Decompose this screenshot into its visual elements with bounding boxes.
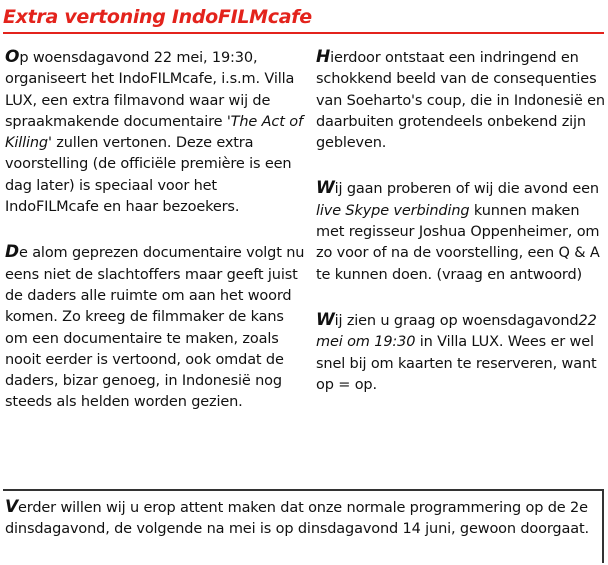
title-underline	[3, 32, 604, 34]
paragraph-text: ij zien u graag op woensdagavond	[334, 312, 579, 329]
paragraph-text: in Villa LUX. Wees er wel snel bij om kaarten te reserveren, want op = op.	[316, 334, 597, 393]
right-column	[316, 47, 606, 420]
paragraph-text: zullen vertonen. Deze extra voorstelling (de officiële première is een dag later) is speciaal voor het IndoFILMcafe en haar bezoekers.	[5, 135, 292, 216]
paragraph-text: p woensdagavond 22 mei, 19:30, organiseert het IndoFILMcafe, i.s.m. Villa LUX, een extra filmavond waar wij de spraakmakende documentaire	[5, 50, 295, 130]
left-column	[5, 47, 305, 438]
drop-initial: O	[5, 47, 20, 67]
invitation-paragraph	[316, 310, 606, 396]
drop-initial: W	[316, 178, 335, 199]
drop-initial: H	[316, 47, 331, 67]
page-title: Extra vertoning IndoFILMcafe	[3, 6, 312, 28]
drop-initial: W	[316, 309, 335, 330]
emphasis-text: live Skype verbinding	[316, 202, 470, 219]
paragraph-text: e alom geprezen documentaire volgt nu eens niet de slachtoffers maar geeft juist de daders alle ruimte om aan het woord komen. Zo kreeg de filmmaker de kans om een documentaire te maken, zoals nooit eerder is vertoond, ook omdat de daders, bizar genoeg, in Indonesië nog steeds als helden worden gezien.	[5, 245, 305, 411]
film-title: 'The Act of Killing'	[5, 113, 303, 152]
emphasis-text: 22 mei om 19:30	[316, 312, 597, 351]
skype-paragraph	[316, 178, 606, 285]
paragraph-text: erder willen wij u erop attent maken dat onze normale programmering op de 2e dinsdagavond, de volgende na mei is op dinsdagavond 14 juni, gewoon doorgaat.	[5, 500, 589, 538]
paragraph-text: ierdoor ontstaat een indringend en schokkend beeld van de consequenties van Soeharto's coup, die in Indonesië en daarbuiten grotendeels onbekend zijn gebleven.	[316, 50, 605, 152]
notice-paragraph	[5, 497, 605, 541]
paragraph-text: kunnen maken met regisseur Joshua Oppenheimer, om zo voor of na de voorstelling, een Q & A te kunnen doen. (vraag en antwoord)	[316, 202, 600, 283]
drop-initial: V	[5, 497, 19, 517]
drop-initial: D	[5, 242, 19, 263]
documentary-paragraph	[5, 242, 305, 413]
intro-paragraph	[5, 47, 305, 218]
impact-paragraph	[316, 47, 606, 154]
paragraph-text: ij gaan proberen of wij die avond een	[334, 181, 599, 198]
